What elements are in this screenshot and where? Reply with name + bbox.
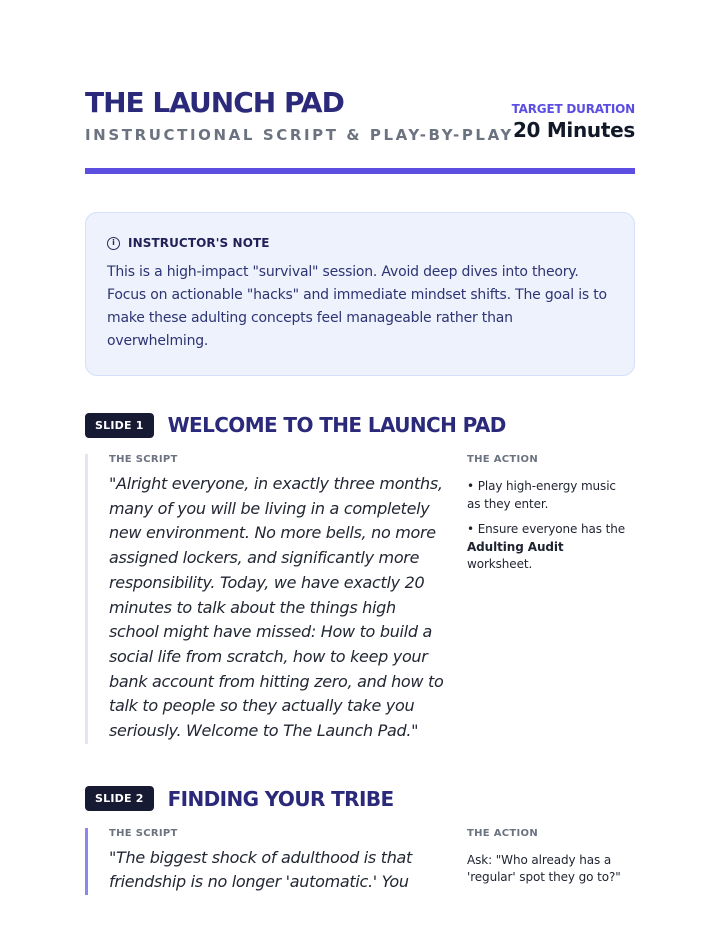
slide-body (85, 454, 635, 744)
slide-title: WELCOME TO THE LAUNCH PAD (167, 413, 506, 437)
target-duration (512, 102, 635, 142)
script-text: "The biggest shock of adulthood is that friendship is no longer 'automatic.' You (109, 847, 413, 892)
action-column (467, 454, 632, 744)
action-label: THE ACTION (467, 454, 538, 465)
script-column (85, 828, 445, 895)
action-column (467, 828, 632, 895)
duration-label: TARGET DURATION (511, 102, 635, 116)
slide-1 (85, 410, 635, 744)
slide-header (85, 784, 635, 814)
info-icon: i (107, 237, 120, 250)
action-label: THE ACTION (467, 827, 538, 839)
script-column (85, 454, 445, 744)
script-label: THE SCRIPT (109, 454, 178, 465)
action-item: • Play high-energy music as they enter. (467, 479, 616, 511)
page-subtitle: INSTRUCTIONAL SCRIPT & PLAY-BY-PLAY (85, 126, 514, 144)
slide-body (85, 828, 635, 895)
action-text-post: worksheet. (467, 557, 533, 571)
note-body: This is a high-impact "survival" session. Avoid deep dives into theory. Focus on actionable "hacks" and immediate mindset shifts. The goal is to make these adulting concepts feel manageable rather than overwhelming. (107, 264, 607, 349)
note-header (107, 235, 613, 251)
action-item: Ask: "Who already has a 'regular' spot they go to?" (467, 852, 621, 885)
script-label: THE SCRIPT (109, 827, 178, 839)
instructor-note (85, 212, 635, 376)
action-list (467, 478, 632, 574)
slide-badge: SLIDE 1 (85, 413, 154, 438)
header-divider (85, 168, 635, 174)
page-title: THE LAUNCH PAD (85, 86, 344, 119)
note-title: INSTRUCTOR'S NOTE (128, 236, 270, 250)
slide-header (85, 410, 635, 440)
action-item (467, 521, 632, 574)
action-text-pre: • Ensure everyone has the (467, 522, 626, 536)
worksheet-name: Adulting Audit (467, 539, 564, 554)
slide-title: FINDING YOUR TRIBE (167, 786, 394, 811)
slide-2 (85, 784, 635, 895)
header (85, 0, 635, 172)
script-text: "Alright everyone, in exactly three months, many of you will be living in a completely new environment. No more bells, no more assigned lockers, and significantly more responsibility. Today, we have exactly 20 minutes to talk about the things high school might have missed: How to build a social life from scratch, how to keep your bank account from hitting zero, and how to talk to people so they actually take you seriously. Welcome to The Launch Pad." (109, 474, 444, 741)
action-list (467, 852, 632, 887)
duration-value: 20 Minutes (512, 118, 635, 142)
slide-badge: SLIDE 2 (85, 786, 154, 811)
